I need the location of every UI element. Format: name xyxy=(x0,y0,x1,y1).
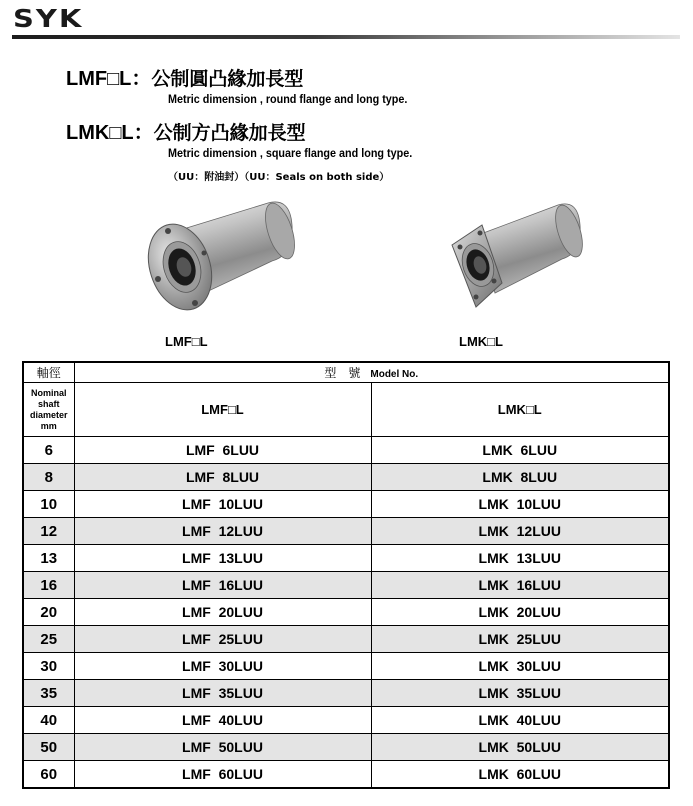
shaft-diameter: 12 xyxy=(23,518,74,545)
lmf-model: LMF 10LUU xyxy=(74,491,371,518)
nominal-shaft-header: Nominal shaft diameter mm xyxy=(23,383,74,437)
lmk-model: LMK 8LUU xyxy=(371,464,669,491)
lmk-model: LMK 50LUU xyxy=(371,734,669,761)
heading-lmk xyxy=(66,116,306,145)
shaft-diameter: 25 xyxy=(23,626,74,653)
model-header-en: Model No. xyxy=(370,369,419,380)
lmf-model: LMF 13LUU xyxy=(74,545,371,572)
lmk-model: LMK 35LUU xyxy=(371,680,669,707)
lmf-caption: LMF□L xyxy=(165,334,208,349)
lmk-model: LMK 12LUU xyxy=(371,518,669,545)
brand-logo: SYK xyxy=(13,4,84,33)
shaft-diameter: 20 xyxy=(23,599,74,626)
heading-lmk-subtitle: Metric dimension , square flange and long type. xyxy=(168,146,413,160)
heading-lmk-title: 公制方凸緣加長型 xyxy=(153,122,306,144)
shaft-diameter: 35 xyxy=(23,680,74,707)
model-header-zh: 型 號 xyxy=(324,366,361,380)
table-row xyxy=(23,599,669,626)
column-header-lmk: LMK□L xyxy=(371,383,669,437)
shaft-diameter: 40 xyxy=(23,707,74,734)
lmk-model: LMK 20LUU xyxy=(371,599,669,626)
table-row xyxy=(23,707,669,734)
heading-lmf-code: LMF□L： xyxy=(66,68,152,90)
header-rule xyxy=(12,35,680,39)
lmf-model: LMF 12LUU xyxy=(74,518,371,545)
lmk-model: LMK 10LUU xyxy=(371,491,669,518)
lmf-model: LMF 30LUU xyxy=(74,653,371,680)
shaft-diameter: 6 xyxy=(23,437,74,464)
lmf-model: LMF 6LUU xyxy=(74,437,371,464)
shaft-diameter: 8 xyxy=(23,464,74,491)
shaft-diameter: 10 xyxy=(23,491,74,518)
heading-lmf xyxy=(66,62,303,91)
shaft-diameter: 13 xyxy=(23,545,74,572)
table-row xyxy=(23,761,669,789)
heading-lmk-code: LMK□L： xyxy=(66,122,154,144)
shaft-diameter: 30 xyxy=(23,653,74,680)
axis-header: 軸徑 xyxy=(23,362,74,383)
table-row xyxy=(23,518,669,545)
shaft-diameter: 16 xyxy=(23,572,74,599)
heading-lmf-subtitle: Metric dimension , round flange and long type. xyxy=(168,92,408,106)
shaft-diameter: 60 xyxy=(23,761,74,789)
table-row xyxy=(23,626,669,653)
lmf-model: LMF 20LUU xyxy=(74,599,371,626)
heading-lmf-title: 公制圓凸緣加長型 xyxy=(151,68,304,90)
model-header xyxy=(74,362,669,383)
lmf-model: LMF 60LUU xyxy=(74,761,371,789)
lmf-model: LMF 25LUU xyxy=(74,626,371,653)
table-header-row xyxy=(23,362,669,383)
lmf-model: LMF 16LUU xyxy=(74,572,371,599)
model-table xyxy=(22,361,670,789)
lmk-model: LMK 6LUU xyxy=(371,437,669,464)
lmk-product-image xyxy=(440,195,590,330)
column-header-lmf: LMF□L xyxy=(74,383,371,437)
lmf-model: LMF 50LUU xyxy=(74,734,371,761)
lmk-model: LMK 40LUU xyxy=(371,707,669,734)
seal-note: （UU：附油封）（UU：Seals on both side） xyxy=(168,172,390,183)
table-row xyxy=(23,653,669,680)
lmk-model: LMK 25LUU xyxy=(371,626,669,653)
table-row xyxy=(23,572,669,599)
lmk-model: LMK 60LUU xyxy=(371,761,669,789)
lmk-model: LMK 30LUU xyxy=(371,653,669,680)
table-subheader-row xyxy=(23,383,669,437)
lmk-model: LMK 13LUU xyxy=(371,545,669,572)
table-row xyxy=(23,734,669,761)
lmf-model: LMF 8LUU xyxy=(74,464,371,491)
table-row xyxy=(23,437,669,464)
lmf-model: LMF 35LUU xyxy=(74,680,371,707)
lmk-caption: LMK□L xyxy=(459,334,503,349)
lmf-product-image xyxy=(140,195,300,330)
lmk-model: LMK 16LUU xyxy=(371,572,669,599)
shaft-diameter: 50 xyxy=(23,734,74,761)
table-row xyxy=(23,545,669,572)
lmf-model: LMF 40LUU xyxy=(74,707,371,734)
table-row xyxy=(23,491,669,518)
table-row xyxy=(23,464,669,491)
table-row xyxy=(23,680,669,707)
